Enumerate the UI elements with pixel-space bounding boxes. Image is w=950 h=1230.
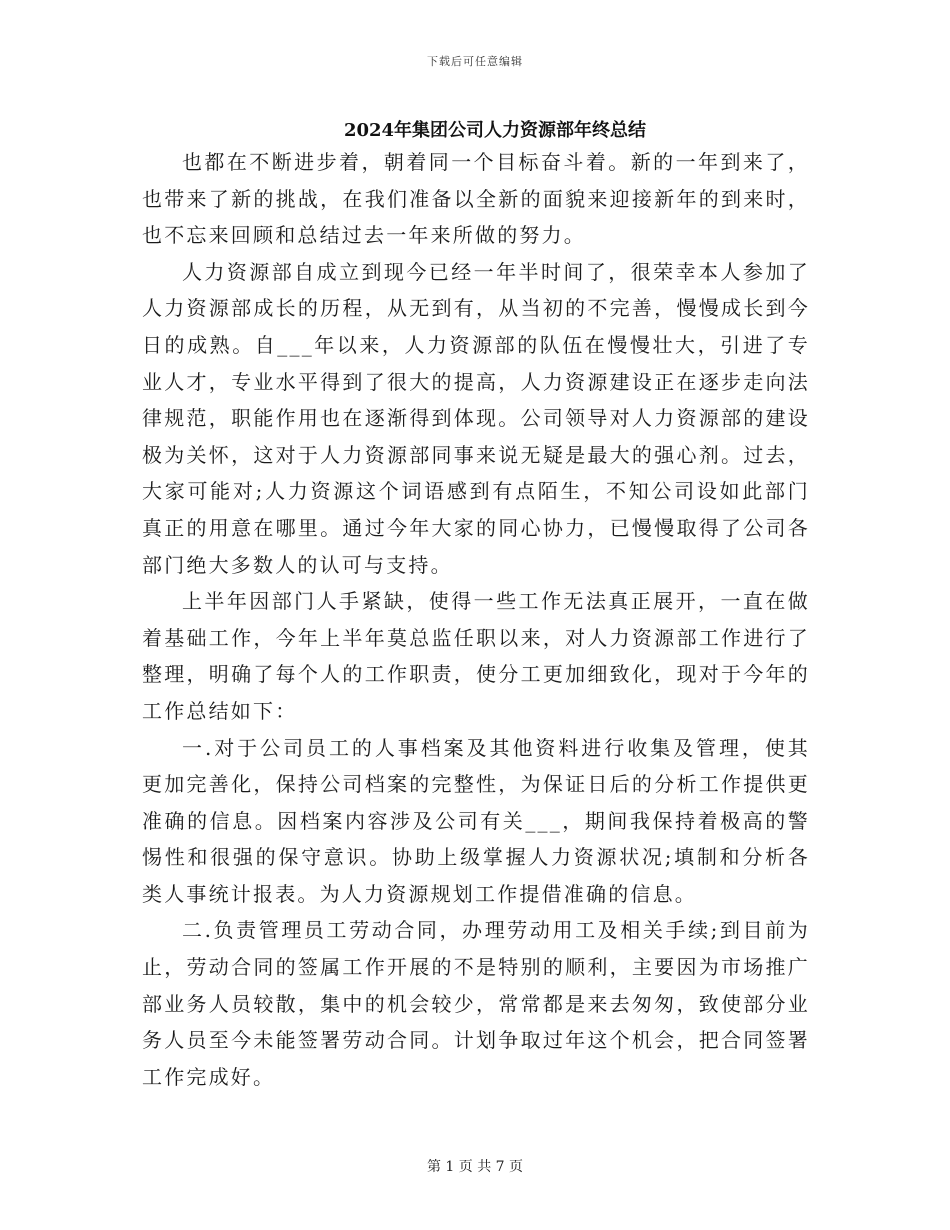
- page-indicator: 第 1 页 共 7 页: [426, 1159, 524, 1175]
- paragraph: 也都在不断进步着，朝着同一个目标奋斗着。新的一年到来了，也带来了新的挑战，在我们准备以全新的面貌来迎接新年的到来时，也不忘来回顾和总结过去一年来所做的努力。: [142, 150, 810, 248]
- document-title: 2024年集团公司人力资源部年终总结: [343, 120, 647, 141]
- paragraph: 上半年因部门人手紧缺，使得一些工作无法真正展开，一直在做着基础工作，今年上半年莫总监任职以来，对人力资源部工作进行了整理，明确了每个人的工作职责，使分工更加细致化，现对于今年的工作总结如下：: [142, 589, 810, 723]
- document-body: [142, 144, 810, 1095]
- paragraph: 人力资源部自成立到现今已经一年半时间了，很荣幸本人参加了人力资源部成长的历程，从无到有，从当初的不完善，慢慢成长到今日的成熟。自___年以来，人力资源部的队伍在慢慢壮大，引进了专业人才，专业水平得到了很大的提高，人力资源建设正在逐步走向法律规范，职能作用也在逐渐得到体现。公司领导对人力资源部的建设极为关怀，这对于人力资源部同事来说无疑是最大的强心剂。过去，大家可能对;人力资源这个词语感到有点陌生，不知公司设如此部门真正的用意在哪里。通过今年大家的同心协力，已慢慢取得了公司各部门绝大多数人的认可与支持。: [142, 259, 810, 577]
- paragraph: 二.负责管理员工劳动合同，办理劳动用工及相关手续;到目前为止，劳动合同的签属工作开展的不是特别的顺利，主要因为市场推广部业务人员较散，集中的机会较少，常常都是来去匆匆，致使部分业务人员至今未能签署劳动合同。计划争取过年这个机会，把合同签署工作完成好。: [142, 918, 810, 1089]
- paragraph: 一.对于公司员工的人事档案及其他资料进行收集及管理，使其更加完善化，保持公司档案的完整性，为保证日后的分析工作提供更准确的信息。因档案内容涉及公司有关___，期间我保持着极高的警惕性和很强的保守意识。协助上级掌握人力资源状况;填制和分析各类人事统计报表。为人力资源规划工作提借准确的信息。: [142, 735, 810, 906]
- header-note: 下载后可任意编辑: [427, 55, 523, 68]
